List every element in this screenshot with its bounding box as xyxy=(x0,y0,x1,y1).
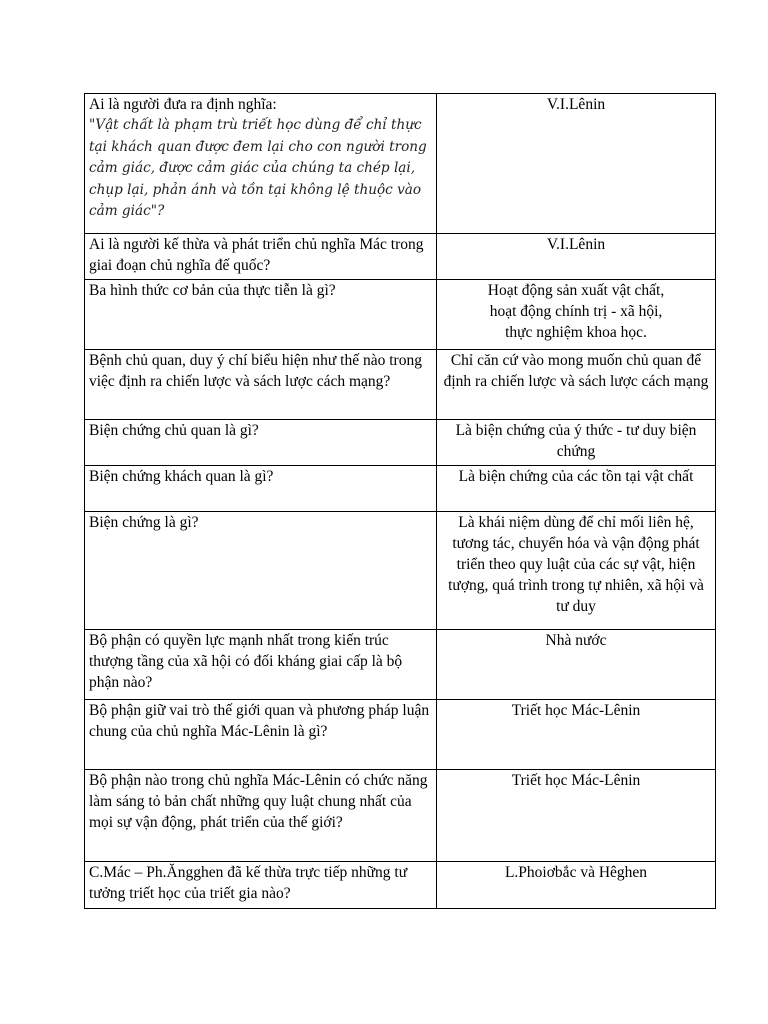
question-cell: Biện chứng khách quan là gì? xyxy=(85,466,437,512)
answer-line: hoạt động chính trị - xã hội, xyxy=(489,303,663,320)
question-cell: Biện chứng là gì? xyxy=(85,512,437,630)
question-cell: Bệnh chủ quan, duy ý chí biểu hiện như thế nào trong việc định ra chiến lược và sách lược cách mạng? xyxy=(85,350,437,420)
question-cell: Bộ phận giữ vai trò thế giới quan và phương pháp luận chung của chủ nghĩa Mác-Lênin là gì? xyxy=(85,700,437,770)
question-cell: Ai là người kế thừa và phát triển chủ nghĩa Mác trong giai đoạn chủ nghĩa đế quốc? xyxy=(85,234,437,280)
answer-line: thực nghiệm khoa học. xyxy=(505,324,647,341)
table-row xyxy=(85,420,716,466)
answer-cell: V.I.Lênin xyxy=(437,234,716,280)
answer-cell xyxy=(437,280,716,350)
question-cell: Bộ phận nào trong chủ nghĩa Mác-Lênin có chức năng làm sáng tỏ bản chất những quy luật chung nhất của mọi sự vận động, phát triển của thế giới? xyxy=(85,770,437,862)
answer-cell: V.I.Lênin xyxy=(437,94,716,234)
table-row xyxy=(85,512,716,630)
question-quote: "Vật chất là phạm trù triết học dùng để chỉ thực tại khách quan được đem lại cho con người trong cảm giác, được cảm giác của chúng ta chép lại, chụp lại, phản ánh và tồn tại không lệ thuộc vào cảm giác"? xyxy=(89,117,427,219)
qa-table xyxy=(84,93,716,909)
answer-cell: Chỉ căn cứ vào mong muốn chủ quan để định ra chiến lược và sách lược cách mạng xyxy=(437,350,716,420)
answer-cell: Là biện chứng của các tồn tại vật chất xyxy=(437,466,716,512)
table-row xyxy=(85,770,716,862)
answer-cell: Triết học Mác-Lênin xyxy=(437,770,716,862)
question-cell: C.Mác – Ph.Ăngghen đã kế thừa trực tiếp những tư tưởng triết học của triết gia nào? xyxy=(85,862,437,909)
table-row xyxy=(85,94,716,234)
answer-cell: Triết học Mác-Lênin xyxy=(437,700,716,770)
table-row xyxy=(85,350,716,420)
answer-line: Hoạt động sản xuất vật chất, xyxy=(487,282,665,299)
table-row xyxy=(85,466,716,512)
table-row xyxy=(85,234,716,280)
question-text: Ai là người đưa ra định nghĩa: xyxy=(89,96,277,113)
table-row xyxy=(85,280,716,350)
table-row xyxy=(85,630,716,700)
question-cell: Biện chứng chủ quan là gì? xyxy=(85,420,437,466)
answer-cell: Nhà nước xyxy=(437,630,716,700)
table-row xyxy=(85,700,716,770)
answer-cell: Là biện chứng của ý thức - tư duy biện chứng xyxy=(437,420,716,466)
table-row xyxy=(85,862,716,909)
question-cell: Bộ phận có quyền lực mạnh nhất trong kiến trúc thượng tầng của xã hội có đối kháng giai cấp là bộ phận nào? xyxy=(85,630,437,700)
answer-cell: Là khái niệm dùng để chỉ mối liên hệ, tương tác, chuyển hóa và vận động phát triển theo quy luật của các sự vật, hiện tượng, quá trình trong tự nhiên, xã hội và tư duy xyxy=(437,512,716,630)
answer-cell: L.Phoiơbắc và Hêghen xyxy=(437,862,716,909)
question-cell: Ba hình thức cơ bản của thực tiễn là gì? xyxy=(85,280,437,350)
question-cell xyxy=(85,94,437,234)
